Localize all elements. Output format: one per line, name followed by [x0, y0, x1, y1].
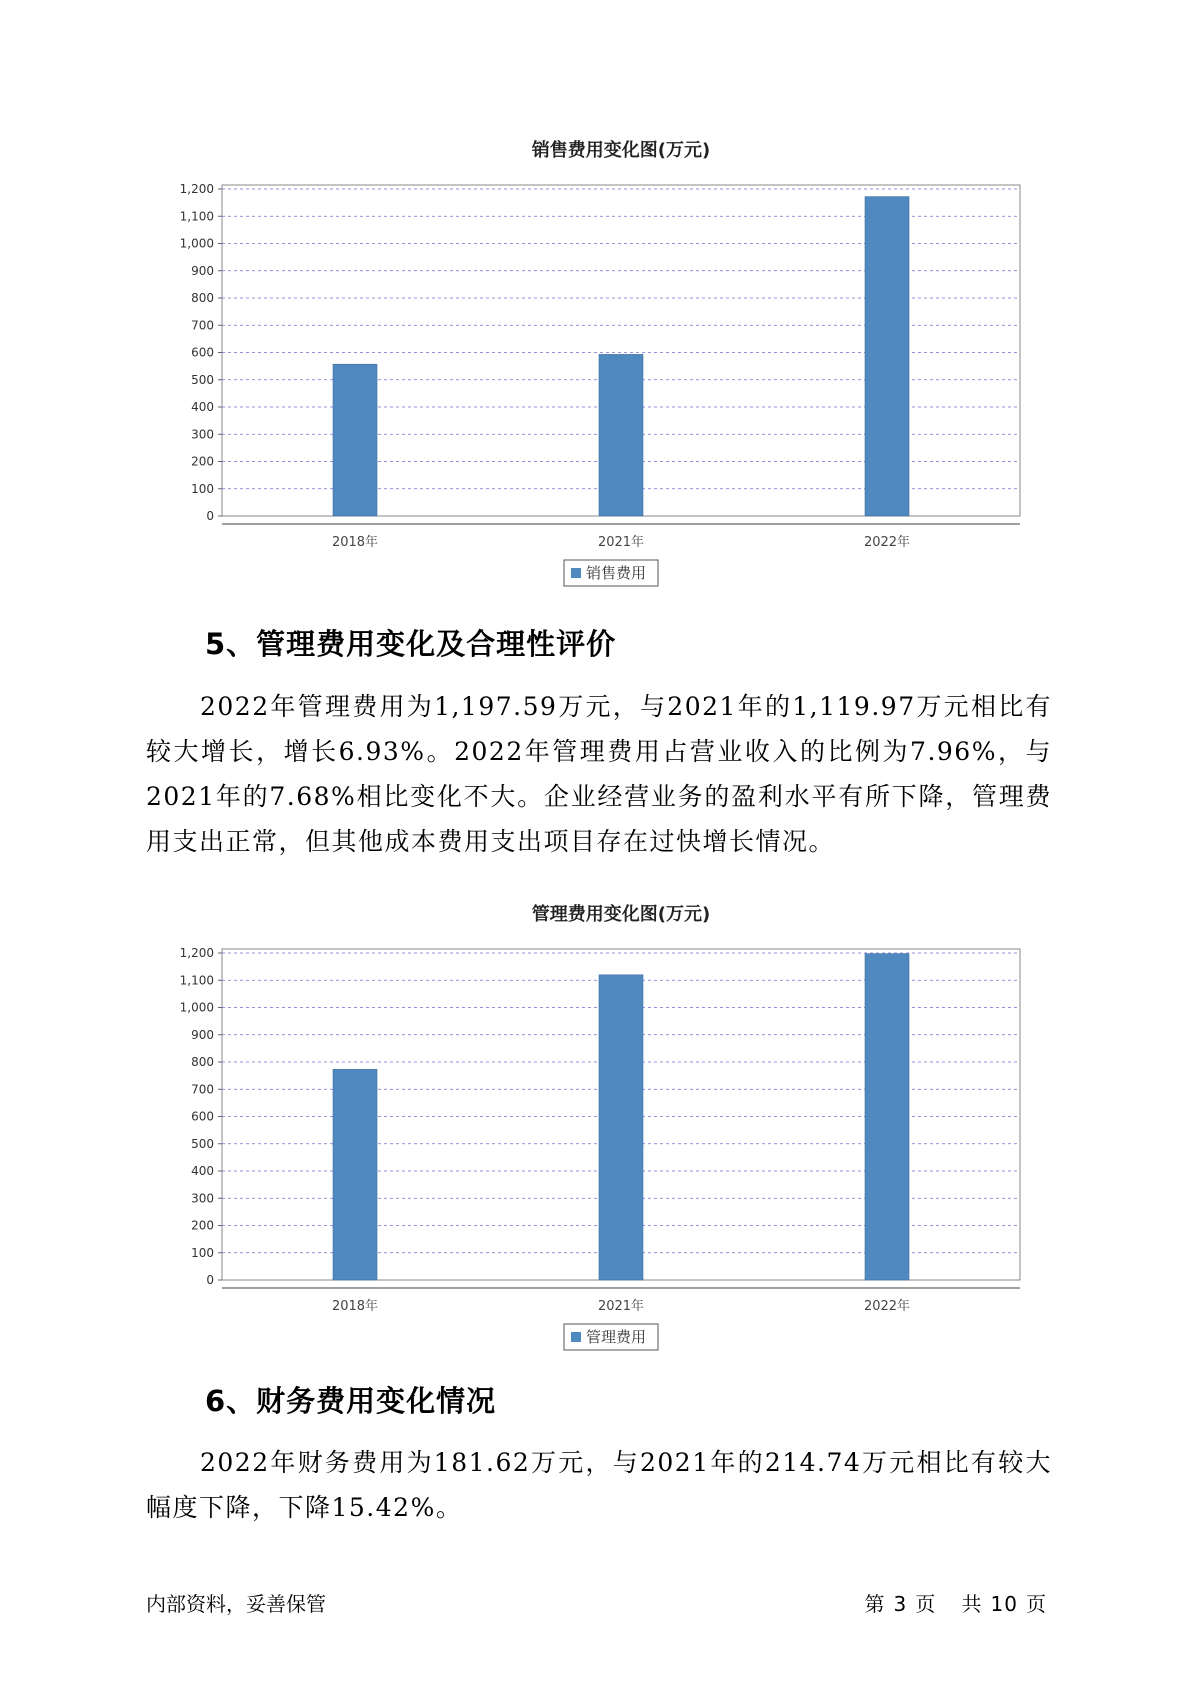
page-total: 10: [990, 1592, 1018, 1616]
bar: [333, 1069, 377, 1280]
page-prefix: 第: [864, 1592, 886, 1616]
y-tick-label: 200: [191, 1218, 214, 1233]
y-tick-label: 400: [191, 1164, 214, 1178]
y-tick-label: 1,000: [179, 1000, 214, 1015]
bar: [865, 197, 909, 516]
sales-expense-chart: [150, 128, 1040, 588]
y-tick-label: 500: [191, 372, 214, 387]
footer-confidential-note: 内部资料，妥善保管: [146, 1592, 326, 1616]
page-unit: 页: [915, 1592, 937, 1616]
x-tick-label: 2022年: [863, 1299, 911, 1314]
y-tick-label: 300: [191, 427, 214, 442]
section-6-paragraph: 2022年财务费用为181.62万元，与2021年的214.74万元相比有较大幅度下降，下降15.42%。: [146, 1448, 1052, 1522]
y-tick-label: 1,100: [179, 973, 214, 988]
bar: [333, 364, 377, 516]
chart-svg: [150, 128, 1040, 588]
y-tick-label: 900: [191, 263, 214, 278]
total-unit: 页: [1026, 1592, 1047, 1616]
y-tick-label: 100: [191, 481, 214, 496]
y-tick-label: 500: [191, 1136, 214, 1151]
chart-title: 管理费用变化图(万元): [531, 904, 711, 925]
y-tick-label: 700: [191, 318, 214, 333]
chart-svg: [150, 892, 1040, 1352]
y-tick-label: 100: [191, 1245, 214, 1260]
y-tick-label: 200: [191, 454, 214, 469]
y-tick-label: 0: [206, 509, 214, 523]
bar: [599, 975, 643, 1280]
legend-label: 管理费用: [586, 1328, 647, 1346]
legend-swatch: [571, 1332, 581, 1342]
y-tick-label: 1,000: [179, 236, 214, 251]
x-tick-label: 2021年: [597, 1299, 645, 1314]
y-tick-label: 300: [191, 1191, 214, 1206]
x-tick-label: 2018年: [331, 1299, 379, 1314]
y-tick-label: 900: [191, 1027, 214, 1042]
y-tick-label: 800: [191, 291, 214, 305]
page-current: 3: [893, 1592, 908, 1616]
footer-page-info: [860, 1588, 1051, 1617]
section-6-heading: 6、财务费用变化情况: [205, 1384, 497, 1418]
x-tick-label: 2021年: [597, 535, 645, 550]
y-tick-label: 1,200: [179, 946, 214, 960]
y-tick-label: 700: [191, 1082, 214, 1097]
y-tick-label: 600: [191, 1109, 214, 1124]
total-prefix: 共: [961, 1592, 983, 1616]
legend-swatch: [571, 568, 581, 578]
y-tick-label: 1,100: [179, 209, 214, 224]
section-5-paragraph: 2022年管理费用为1,197.59万元，与2021年的1,119.97万元相比有较大增长，增长6.93%。2022年管理费用占营业收入的比例为7.96%，与2021年的7.68%相比变化不大。企业经营业务的盈利水平有所下降，管理费用支出正常，但其他成本费用支出项目存在过快增长情况。: [146, 692, 1052, 856]
chart-title: 销售费用变化图(万元): [531, 140, 711, 161]
y-tick-label: 800: [191, 1055, 214, 1069]
admin-expense-chart: [150, 892, 1040, 1352]
y-tick-label: 600: [191, 345, 214, 360]
y-tick-label: 0: [206, 1273, 214, 1287]
bar: [599, 354, 643, 516]
x-tick-label: 2022年: [863, 535, 911, 550]
y-tick-label: 1,200: [179, 182, 214, 196]
section-5-heading: 5、管理费用变化及合理性评价: [205, 627, 617, 661]
bar: [865, 954, 909, 1280]
x-tick-label: 2018年: [331, 535, 379, 550]
legend-label: 销售费用: [586, 564, 647, 582]
y-tick-label: 400: [191, 400, 214, 414]
